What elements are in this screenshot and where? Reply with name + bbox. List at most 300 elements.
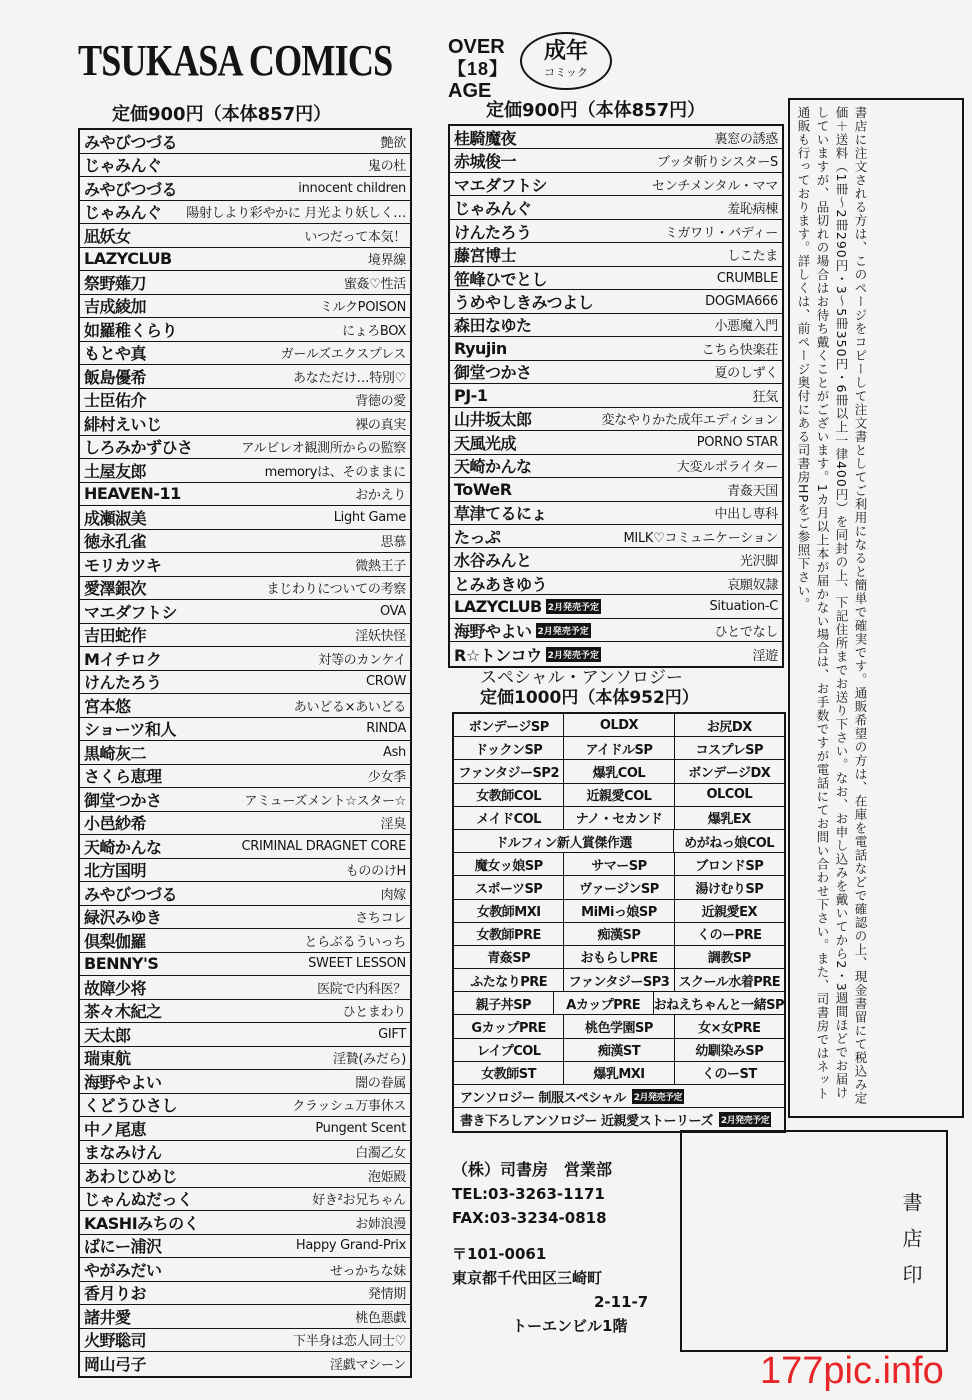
title-row bbox=[80, 1141, 410, 1165]
over-age-mark bbox=[448, 36, 514, 102]
book-title: ひとまわり bbox=[342, 1005, 406, 1021]
left-title-list bbox=[78, 128, 412, 1378]
special-cell: ボンデージDX bbox=[688, 765, 771, 781]
special-row bbox=[454, 714, 784, 737]
title-row bbox=[80, 1305, 410, 1329]
author-name: もとや真 bbox=[84, 344, 147, 364]
book-title: 肉嫁 bbox=[380, 887, 406, 903]
special-row bbox=[454, 830, 784, 853]
author-name: 草津てるにょ bbox=[454, 504, 547, 524]
book-title: 大変ルポライター bbox=[676, 460, 778, 476]
title-row bbox=[80, 1164, 410, 1188]
book-title: 光沢脚 bbox=[739, 554, 778, 570]
author-name: KASHIみちのく bbox=[84, 1213, 200, 1233]
special-cell: スクール水着PRE bbox=[678, 974, 781, 990]
title-row bbox=[80, 882, 410, 906]
publisher-address1: 東京都千代田区三崎町 bbox=[452, 1269, 603, 1287]
author-name: 土屋友郎 bbox=[84, 461, 147, 481]
title-row bbox=[80, 1329, 410, 1353]
author-name: 赤城俊一 bbox=[454, 152, 517, 172]
author-name: ショーツ和人 bbox=[84, 720, 177, 740]
special-cell: 痴漢ST bbox=[564, 1039, 674, 1061]
author-name: HEAVEN-11 bbox=[84, 484, 181, 504]
author-name: 瑞東航 bbox=[84, 1049, 131, 1069]
special-span-text: アンソロジー 制服スペシャル bbox=[460, 1090, 626, 1106]
author-name: 水谷みんと bbox=[454, 551, 532, 571]
special-cell: 女教師COL bbox=[454, 784, 564, 806]
title-row bbox=[80, 483, 410, 507]
title-row bbox=[450, 220, 782, 243]
title-row bbox=[80, 154, 410, 178]
title-row bbox=[80, 1094, 410, 1118]
book-title: ひとでなし bbox=[714, 624, 778, 640]
book-title: お姉浪漫 bbox=[355, 1216, 406, 1232]
title-row bbox=[80, 718, 410, 742]
title-row bbox=[450, 619, 782, 642]
author-name: やがみだい bbox=[84, 1260, 162, 1280]
author-name: BENNY'S bbox=[84, 954, 159, 974]
author-name: 小邑紗希 bbox=[84, 814, 147, 834]
publisher-tel: TEL:03-3263-1171 bbox=[452, 1185, 605, 1203]
special-row bbox=[454, 946, 784, 969]
author-name: R☆トンコウ bbox=[454, 645, 542, 665]
author-name: みやびつづる bbox=[84, 179, 178, 199]
bookstore-stamp-label: 書店印 bbox=[899, 1192, 923, 1300]
book-title: innocent children bbox=[298, 180, 406, 196]
seal-line2: コミック bbox=[544, 66, 588, 79]
title-row bbox=[80, 389, 410, 413]
author-name: 森田なゆた bbox=[454, 316, 532, 336]
title-row bbox=[450, 361, 782, 384]
book-title: 青姦天国 bbox=[727, 483, 778, 499]
title-row bbox=[450, 267, 782, 290]
special-row bbox=[454, 969, 784, 992]
book-title: 陽射しより彩やかに 月光より妖しく… bbox=[186, 206, 406, 222]
book-title: こちら快楽荘 bbox=[701, 342, 778, 358]
book-title: あいどる×あいどる bbox=[293, 699, 406, 715]
book-title: 裸の真実 bbox=[355, 417, 406, 433]
special-cell: 桃色学園SP bbox=[564, 1015, 674, 1037]
title-row bbox=[450, 642, 782, 665]
author-name: ばにー浦沢 bbox=[84, 1237, 162, 1257]
author-name: うめやしきみつよし bbox=[454, 293, 594, 313]
special-row bbox=[454, 784, 784, 807]
special-cell: 爆乳EX bbox=[707, 812, 751, 828]
seal-line1: 成年 bbox=[543, 39, 588, 64]
title-row bbox=[80, 1258, 410, 1282]
release-badge: 2月発売予定 bbox=[546, 647, 601, 662]
publisher-address3: トーエンビル1階 bbox=[512, 1317, 628, 1335]
title-row bbox=[80, 741, 410, 765]
book-title: 桃色悪戯 bbox=[355, 1310, 406, 1326]
book-title: おかえり bbox=[355, 488, 406, 504]
book-title: しこたま bbox=[727, 249, 778, 265]
title-row bbox=[80, 694, 410, 718]
special-cell: 爆乳COL bbox=[564, 760, 674, 782]
special-row bbox=[454, 1062, 784, 1085]
publisher-info bbox=[452, 1158, 648, 1338]
book-title: 夏のしずく bbox=[714, 366, 778, 382]
title-row bbox=[450, 431, 782, 454]
special-cell: ファンタジーSP3 bbox=[564, 969, 674, 991]
special-cell: ナノ・セカンド bbox=[564, 807, 674, 829]
special-cell: 痴漢SP bbox=[564, 923, 674, 945]
title-row bbox=[80, 953, 410, 977]
special-cell: レイプCOL bbox=[454, 1039, 564, 1061]
book-title: PORNO STAR bbox=[696, 434, 778, 450]
title-row bbox=[80, 130, 410, 154]
author-name: 天風光成 bbox=[454, 433, 517, 453]
book-title: RINDA bbox=[366, 721, 406, 737]
special-cell: OLDX bbox=[564, 714, 674, 736]
special-cell: 親子丼SP bbox=[454, 992, 554, 1014]
title-row bbox=[80, 929, 410, 953]
book-title: いつだって本気！ bbox=[304, 229, 406, 245]
book-title: 狂気 bbox=[752, 389, 778, 405]
book-title: CROW bbox=[366, 674, 406, 690]
title-row bbox=[80, 1235, 410, 1259]
release-badge: 2月発売予定 bbox=[719, 1112, 771, 1127]
title-row bbox=[450, 455, 782, 478]
author-name: くどうひさし bbox=[84, 1096, 178, 1116]
title-row bbox=[450, 126, 782, 149]
title-row bbox=[80, 1282, 410, 1306]
title-row bbox=[450, 384, 782, 407]
special-cell: くのーPRE bbox=[697, 928, 762, 944]
publisher-company: （株）司書房 営業部 bbox=[452, 1160, 613, 1179]
adult-comic-seal bbox=[520, 32, 612, 90]
author-name: 倶梨伽羅 bbox=[84, 931, 147, 951]
special-cell: コスプレSP bbox=[695, 742, 763, 758]
book-title: 境界線 bbox=[367, 253, 406, 269]
author-name: 笹峰ひでとし bbox=[454, 269, 548, 289]
title-row bbox=[80, 1000, 410, 1024]
author-name: 天崎かんな bbox=[454, 457, 532, 477]
special-cell: 湯けむりSP bbox=[695, 881, 764, 897]
author-name: じゃみんぐ bbox=[84, 203, 162, 223]
book-title: 淫遊 bbox=[752, 648, 778, 664]
special-cell: 魔女ッ娘SP bbox=[454, 853, 564, 875]
right-title-list bbox=[448, 124, 784, 668]
author-name: 山井坂太郎 bbox=[454, 410, 532, 430]
title-row bbox=[80, 506, 410, 530]
title-row bbox=[450, 243, 782, 266]
title-row bbox=[80, 436, 410, 460]
price-left: 定価900円（本体857円） bbox=[112, 104, 332, 125]
author-name: LAZYCLUB bbox=[454, 597, 542, 617]
book-title: せっかちな妹 bbox=[330, 1263, 406, 1279]
book-title: 鬼の杜 bbox=[367, 159, 406, 175]
author-name: LAZYCLUB bbox=[84, 249, 172, 269]
title-row bbox=[80, 1188, 410, 1212]
special-cell: メイドCOL bbox=[454, 807, 564, 829]
title-row bbox=[80, 342, 410, 366]
title-row bbox=[80, 530, 410, 554]
book-title: ミルクPOISON bbox=[319, 300, 406, 316]
special-row bbox=[454, 760, 784, 783]
special-cell: 近親愛EX bbox=[701, 905, 758, 921]
title-row bbox=[80, 1070, 410, 1094]
title-row bbox=[80, 788, 410, 812]
special-span-row bbox=[454, 1108, 784, 1131]
special-cell: 調教SP bbox=[707, 951, 751, 967]
title-row bbox=[80, 271, 410, 295]
special-row bbox=[454, 900, 784, 923]
author-name: とみあきゆう bbox=[454, 574, 548, 594]
special-cell: ドルフィン新人賞傑作選 bbox=[454, 830, 674, 852]
author-name: 中ノ尾恵 bbox=[84, 1119, 147, 1139]
special-cell: スポーツSP bbox=[454, 876, 564, 898]
book-title: 淫戯マシーン bbox=[330, 1358, 406, 1374]
special-cell: MiMiっ娘SP bbox=[564, 900, 674, 922]
author-name: じゃみんぐ bbox=[454, 199, 532, 219]
title-row bbox=[80, 647, 410, 671]
author-name: 愛澤銀次 bbox=[84, 579, 147, 599]
order-notice-text: 書店に注文される方は、このページをコピーして注文書としてご利用になると簡単で確実です。通販希望の方は、在庫を電話などで確認の上、現金書留にて税込み定価＋送料（1冊〜2冊290円・3〜5冊350円・6冊以上一律400円）を同封の上、下記住所までお送り下さい。なお、お申し込みを戴いてから2・3週間ほどでお届けしていますが、品切れの場合はお待ち戴くことがございます。1カ月以上本が届かない場合は、お手数ですが電話にてお問い合わせ下さい。また、司書房ではネット通販も行っております。詳しくは、前ページ奥付にある司書房HPをご参照下さい。 bbox=[796, 106, 868, 1105]
book-title: まじわりについての考察 bbox=[266, 582, 406, 598]
book-title: 白濁乙女 bbox=[355, 1146, 406, 1162]
special-row bbox=[454, 923, 784, 946]
author-name: 緑沢みゆき bbox=[84, 908, 162, 928]
publisher-postal: 〒101-0061 bbox=[452, 1245, 547, 1263]
title-row bbox=[450, 337, 782, 360]
author-name: じゃんぬだっく bbox=[84, 1190, 193, 1210]
book-title: GIFT bbox=[378, 1026, 406, 1042]
title-row bbox=[80, 553, 410, 577]
title-row bbox=[450, 525, 782, 548]
book-title: SWEET LESSON bbox=[308, 956, 406, 972]
book-title: 好き²お兄ちゃん bbox=[312, 1193, 406, 1209]
book-title: 医院で内科医？ bbox=[317, 981, 406, 997]
title-row bbox=[450, 408, 782, 431]
special-cell: サマーSP bbox=[564, 853, 674, 875]
book-title: 発情期 bbox=[367, 1287, 406, 1303]
release-badge: 2月発売予定 bbox=[536, 623, 591, 638]
book-title: 微熱王子 bbox=[355, 558, 406, 574]
book-title: Light Game bbox=[333, 509, 406, 525]
special-row bbox=[454, 1039, 784, 1062]
book-title: CRIMINAL DRAGNET CORE bbox=[241, 838, 406, 854]
special-row bbox=[454, 807, 784, 830]
title-row bbox=[80, 295, 410, 319]
title-row bbox=[450, 173, 782, 196]
title-row bbox=[80, 177, 410, 201]
book-title: OVA bbox=[379, 603, 406, 619]
book-title: CRUMBLE bbox=[716, 270, 778, 286]
book-title: 蜜姦♡性活 bbox=[343, 276, 406, 292]
special-cell: めがねっ娘COL bbox=[684, 835, 775, 851]
author-name: みやびつづる bbox=[84, 884, 178, 904]
special-cell: GカップPRE bbox=[454, 1015, 564, 1037]
title-row bbox=[80, 671, 410, 695]
author-name: けんたろう bbox=[454, 222, 532, 242]
title-row bbox=[80, 1023, 410, 1047]
title-row bbox=[80, 812, 410, 836]
book-title: 変なやりかた成年エディション bbox=[601, 413, 778, 429]
author-name: あわじひめじ bbox=[84, 1166, 178, 1186]
special-cell: 幼馴染みSP bbox=[695, 1044, 764, 1060]
special-cell: ドックンSP bbox=[454, 737, 564, 759]
book-title: クラッシュ万事休ス bbox=[292, 1099, 406, 1115]
author-name: 岡山弓子 bbox=[84, 1355, 147, 1375]
author-name: 黒崎灰二 bbox=[84, 743, 147, 763]
special-row bbox=[454, 853, 784, 876]
title-row bbox=[80, 906, 410, 930]
author-name: しろみかずひさ bbox=[84, 438, 193, 458]
author-name: 天太郎 bbox=[84, 1025, 131, 1045]
special-span-cell bbox=[454, 1108, 784, 1131]
author-name: Mイチロク bbox=[84, 649, 162, 669]
release-badge: 2月発売予定 bbox=[632, 1089, 684, 1104]
book-title: MILK♡コミュニケーション bbox=[623, 530, 778, 546]
title-row bbox=[80, 1352, 410, 1376]
author-name: モリカツキ bbox=[84, 555, 162, 575]
author-name: PJ-1 bbox=[454, 385, 488, 405]
book-title: DOGMA666 bbox=[705, 294, 778, 310]
author-name: 吉田蛇作 bbox=[84, 626, 147, 646]
author-name: 成瀬淑美 bbox=[84, 508, 147, 528]
bookstore-stamp-box bbox=[680, 1130, 948, 1352]
special-cell: お尻DX bbox=[706, 719, 752, 735]
special-cell: 女教師ST bbox=[454, 1062, 564, 1084]
author-name: マエダフトシ bbox=[84, 602, 178, 622]
book-title: ブッタ斬りシスターS bbox=[657, 155, 778, 171]
author-name: 徳永孔雀 bbox=[84, 532, 147, 552]
author-name: みやびつづる bbox=[84, 132, 178, 152]
book-title: 思慕 bbox=[380, 535, 406, 551]
title-row bbox=[80, 765, 410, 789]
book-title: 裏窓の誘惑 bbox=[714, 131, 778, 147]
book-title: Ash bbox=[382, 744, 406, 760]
book-title: ミガワリ・バディー bbox=[664, 225, 778, 241]
author-name: 天崎かんな bbox=[84, 837, 162, 857]
special-cell: 爆乳MXI bbox=[564, 1062, 674, 1084]
book-title: にょろBOX bbox=[342, 323, 406, 339]
book-title: 淫贄(みだら) bbox=[332, 1052, 406, 1068]
watermark: 177pic.info bbox=[760, 1350, 944, 1392]
book-title: Pungent Scent bbox=[315, 1120, 406, 1136]
book-title: Situation-C bbox=[709, 599, 778, 615]
book-title: さちコレ bbox=[355, 911, 406, 927]
title-row bbox=[80, 1117, 410, 1141]
author-name: Ryujin bbox=[454, 338, 507, 358]
title-row bbox=[450, 595, 782, 618]
title-row bbox=[450, 290, 782, 313]
book-title: 背徳の愛 bbox=[355, 394, 406, 410]
special-cell: くのーST bbox=[701, 1067, 757, 1083]
over-label: OVER bbox=[448, 36, 505, 58]
title-row bbox=[80, 318, 410, 342]
author-name: 香月りお bbox=[84, 1284, 147, 1304]
author-name: 如羅稚くらり bbox=[84, 320, 178, 340]
special-cell: ブロンドSP bbox=[695, 858, 764, 874]
age-label: AGE bbox=[448, 80, 492, 102]
author-name: 祭野薙刀 bbox=[84, 273, 147, 293]
special-cell: OLCOL bbox=[706, 787, 753, 803]
book-title: アルビレオ観測所からの監察 bbox=[241, 441, 406, 457]
book-title: センチメンタル・ママ bbox=[652, 178, 778, 194]
author-name: 火野聡司 bbox=[84, 1331, 147, 1351]
book-title: とらぶるういっち bbox=[304, 934, 406, 950]
special-cell: 近親愛COL bbox=[564, 784, 674, 806]
author-name: 御堂つかさ bbox=[454, 363, 532, 383]
special-title: スペシャル・アンソロジー bbox=[480, 668, 683, 688]
book-title: 闇の眷属 bbox=[355, 1075, 406, 1091]
title-row bbox=[80, 201, 410, 225]
author-name: マエダフトシ bbox=[454, 175, 548, 195]
author-name: けんたろう bbox=[84, 673, 162, 693]
special-cell: ファンタジーSP2 bbox=[454, 760, 564, 782]
author-name: 桂騎魔夜 bbox=[454, 128, 517, 148]
author-name: 茶々木紀之 bbox=[84, 1002, 162, 1022]
special-row bbox=[454, 876, 784, 899]
author-name: まなみけん bbox=[84, 1143, 162, 1163]
book-title: 艶欲 bbox=[380, 135, 406, 151]
book-title: 哀願奴隷 bbox=[727, 577, 778, 593]
author-name: たっぷ bbox=[454, 527, 501, 547]
book-title: 淫妖快怪 bbox=[355, 629, 406, 645]
title-row bbox=[80, 1211, 410, 1235]
author-name: 宮本悠 bbox=[84, 696, 131, 716]
special-cell: 女教師MXI bbox=[454, 900, 564, 922]
title-row bbox=[80, 859, 410, 883]
title-row bbox=[450, 572, 782, 595]
special-row bbox=[454, 992, 784, 1015]
author-name: 故障少将 bbox=[84, 978, 147, 998]
book-title: 下半身は恋人同士♡ bbox=[293, 1334, 406, 1350]
title-row bbox=[80, 624, 410, 648]
special-cell: AカップPRE bbox=[554, 992, 654, 1014]
author-name: 飯島優希 bbox=[84, 367, 147, 387]
author-name: 緋村えいじ bbox=[84, 414, 162, 434]
book-title: ガールズエクスプレス bbox=[280, 347, 406, 363]
title-row bbox=[80, 224, 410, 248]
book-title: 泡姫殿 bbox=[367, 1169, 406, 1185]
book-title: Happy Grand-Prix bbox=[295, 1238, 406, 1254]
author-name: じゃみんぐ bbox=[84, 156, 162, 176]
release-badge: 2月発売予定 bbox=[546, 599, 601, 614]
author-name: 凪妖女 bbox=[84, 226, 131, 246]
brand-title: TSUKASA COMICS bbox=[78, 36, 393, 85]
title-row bbox=[80, 1047, 410, 1071]
special-cell: 女教師PRE bbox=[454, 923, 564, 945]
special-anthology-heading bbox=[480, 668, 699, 708]
special-price: 定価1000円（本体952円） bbox=[480, 688, 699, 708]
book-title: 少女季 bbox=[367, 770, 406, 786]
special-cell: アイドルSP bbox=[564, 737, 674, 759]
special-row bbox=[454, 737, 784, 760]
author-name: さくら恵理 bbox=[84, 767, 162, 787]
title-row bbox=[80, 976, 410, 1000]
book-title: memoryは、そのままに bbox=[264, 464, 406, 480]
book-title: 淫臭 bbox=[380, 817, 406, 833]
book-title: あなただけ…特別♡ bbox=[293, 370, 406, 386]
author-name: 御堂つかさ bbox=[84, 790, 162, 810]
author-name: 海野やよい bbox=[454, 621, 532, 641]
special-cell: ふたなりPRE bbox=[454, 969, 564, 991]
title-row bbox=[450, 548, 782, 571]
author-name: 海野やよい bbox=[84, 1072, 162, 1092]
special-span-text: 書き下ろしアンソロジー 近親愛ストーリーズ bbox=[460, 1114, 713, 1130]
book-title: 対等のカンケイ bbox=[318, 652, 406, 668]
publisher-fax: FAX:03-3234-0818 bbox=[452, 1209, 607, 1227]
book-title: 中出し専科 bbox=[714, 507, 778, 523]
book-title: 小悪魔入門 bbox=[714, 319, 778, 335]
book-title: 羞恥病棟 bbox=[727, 202, 778, 218]
book-title: アミューズメント☆スター☆ bbox=[244, 793, 406, 809]
author-name: 北方国明 bbox=[84, 861, 147, 881]
order-notice bbox=[788, 98, 964, 1118]
